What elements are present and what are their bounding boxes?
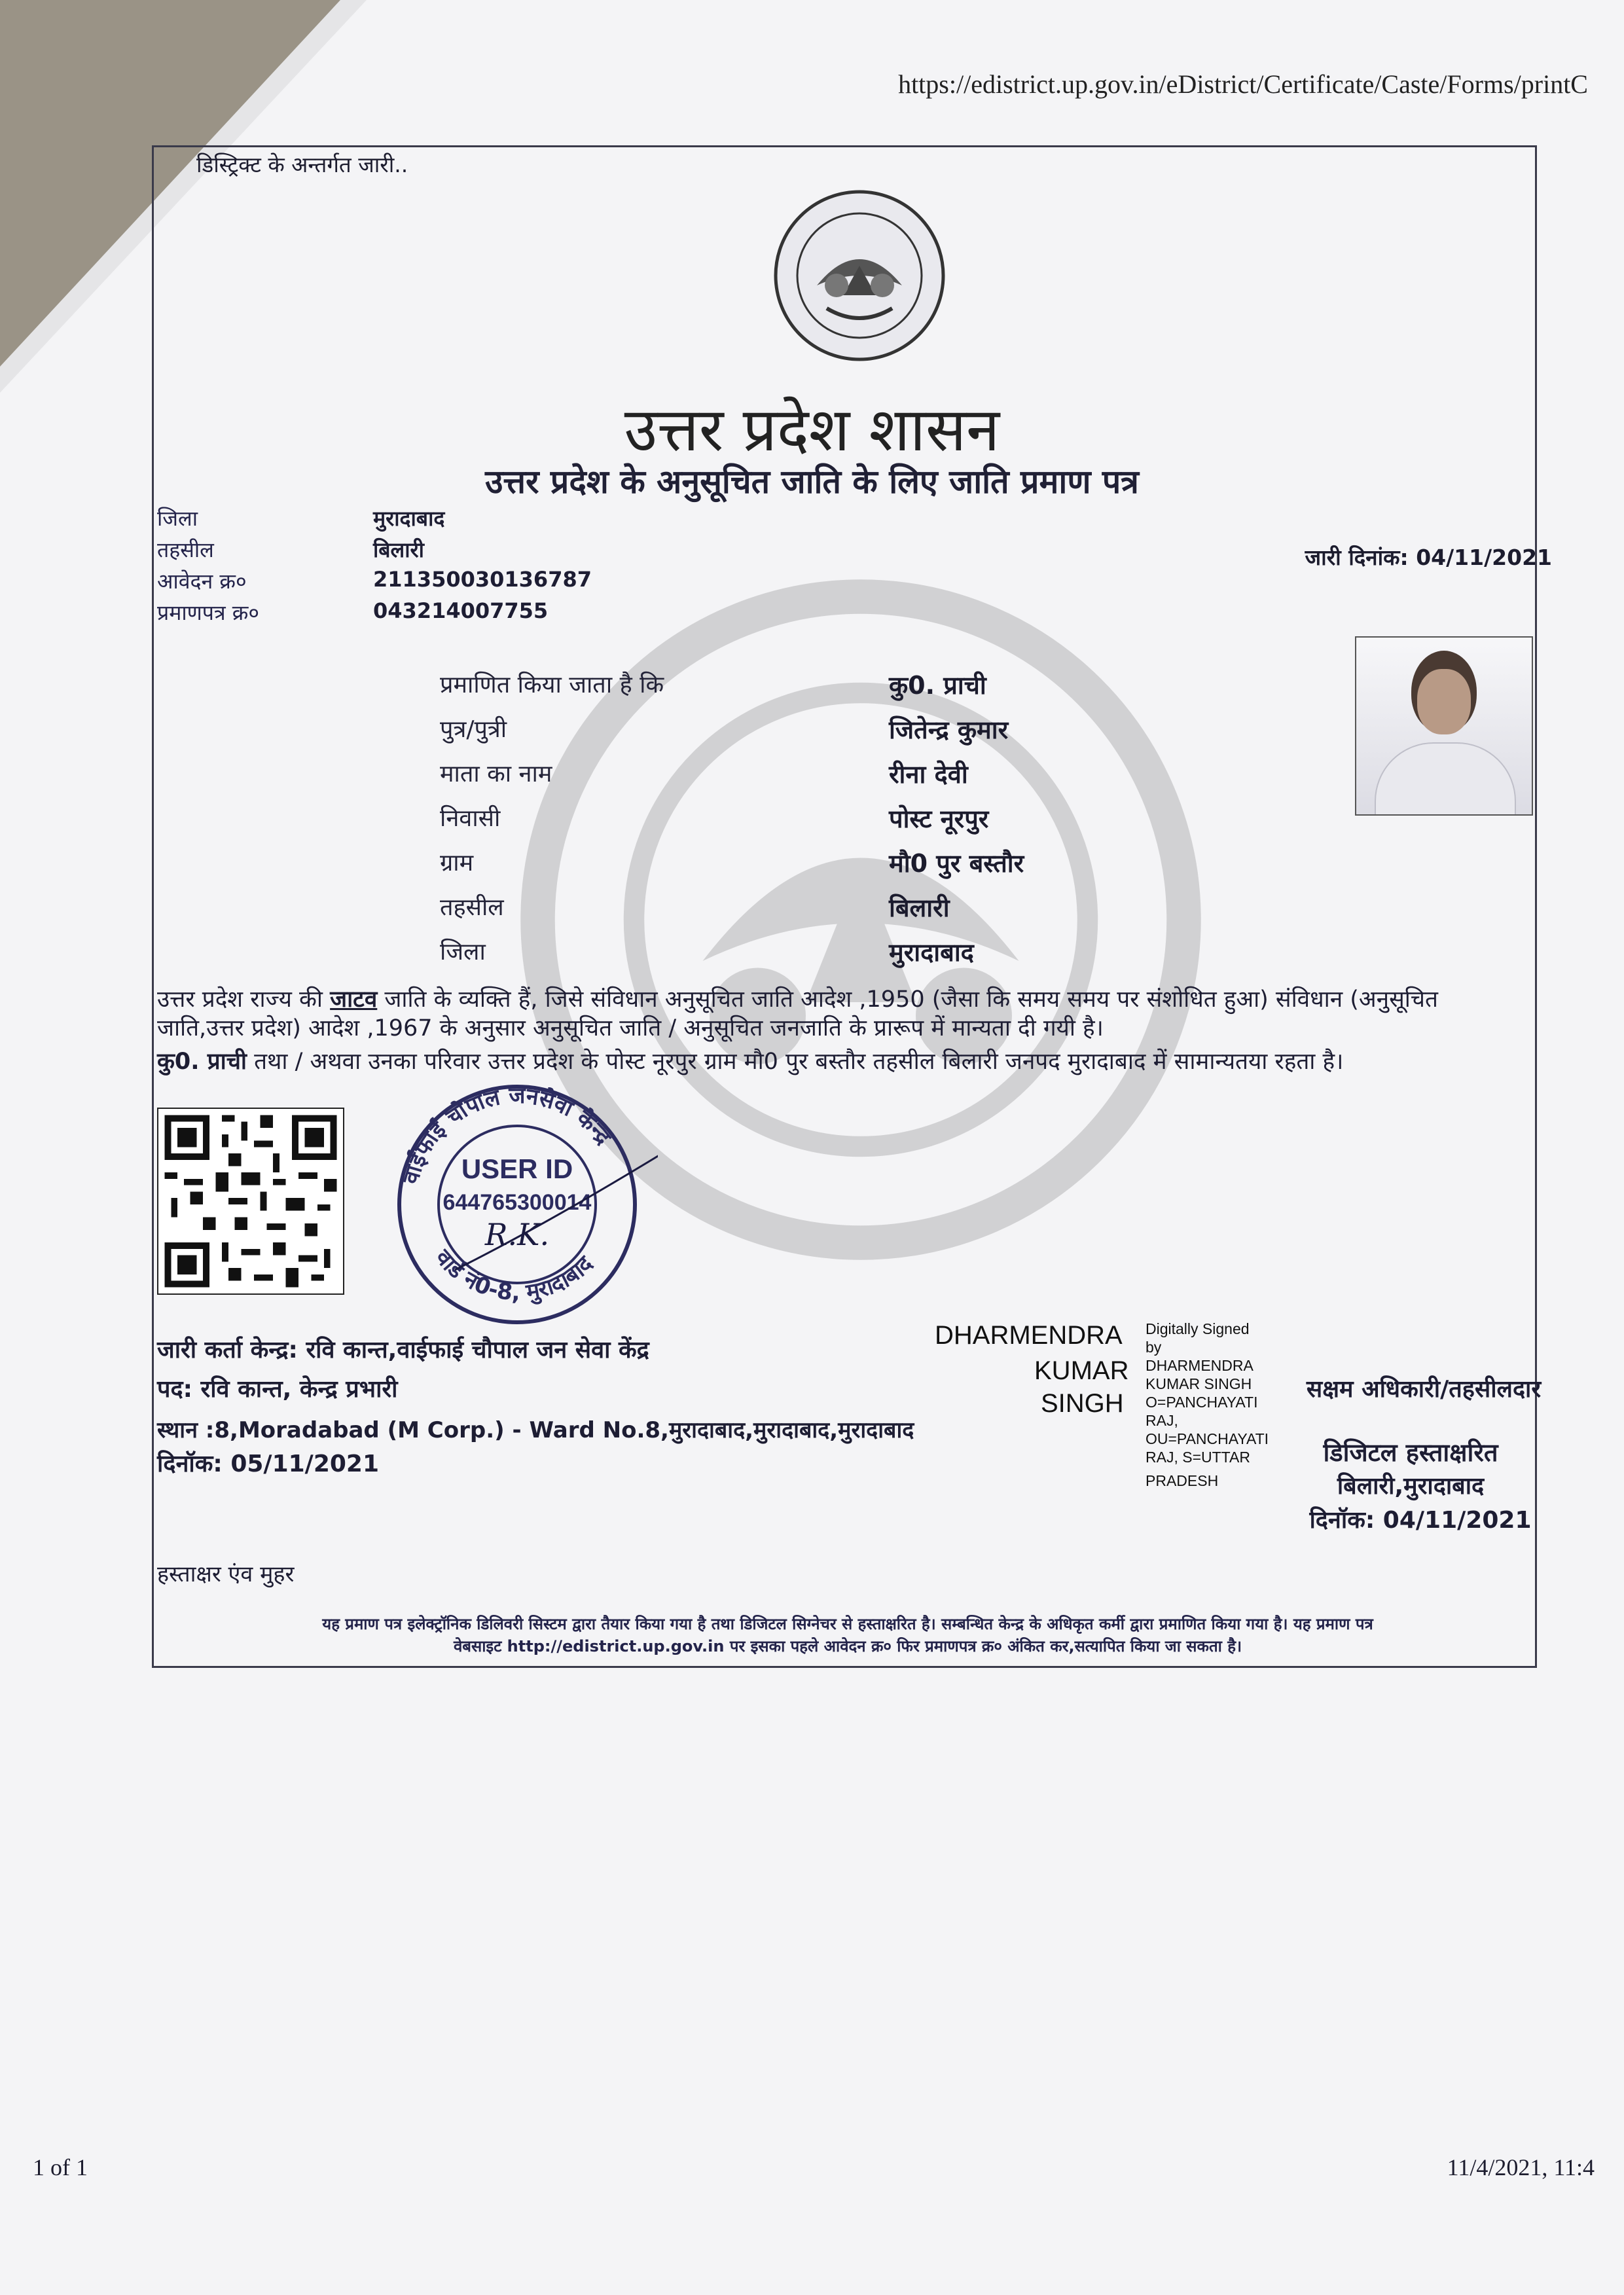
stamp-ring-top: वाईफाई चौपाल जनसेवा केन्द्र xyxy=(397,1083,617,1187)
field-value-mother: रीना देवी xyxy=(889,760,968,789)
signer-name-line-1: DHARMENDRA xyxy=(935,1321,1123,1350)
district-label: जिला xyxy=(157,506,198,531)
print-url: https://edistrict.up.gov.in/eDistrict/Certificate/Caste/Forms/printC xyxy=(898,69,1588,99)
signature-seal-label: हस्ताक्षर एंव मुहर xyxy=(157,1561,295,1587)
field-label-district: जिला xyxy=(440,939,486,966)
officer-office: बिलारी,मुरादाबाद xyxy=(1337,1473,1485,1500)
digitally-signed-label: डिजिटल हस्ताक्षरित xyxy=(1323,1438,1498,1467)
holder-name: कु0. प्राची xyxy=(157,1049,247,1075)
field-value-name: कु0. प्राची xyxy=(889,671,986,700)
field-label-tehsil: तहसील xyxy=(440,894,504,921)
field-label-child-of: पुत्र/पुत्री xyxy=(440,716,507,743)
certificate-no-value: 043214007755 xyxy=(373,598,549,623)
applicant-photo xyxy=(1355,636,1533,816)
officer-title: सक्षम अधिकारी/तहसीलदार xyxy=(1306,1376,1542,1403)
certificate-no-label: प्रमाणपत्र क्र० xyxy=(157,600,259,625)
application-no-label: आवेदन क्र० xyxy=(157,569,247,594)
stamp-user-id-label: USER ID xyxy=(461,1153,573,1184)
signer-name-line-2: KUMAR xyxy=(1034,1356,1129,1385)
officer-date: दिनॉक: 04/11/2021 xyxy=(1309,1507,1532,1534)
stamp-user-id-value: 644765300014 xyxy=(442,1190,592,1215)
issue-date xyxy=(1305,542,1552,571)
government-title: उत्तर प्रदेश शासन xyxy=(624,395,1000,465)
verification-note: यह प्रमाण पत्र इलेक्ट्रॉनिक डिलिवरी सिस्टम द्वारा तैयार किया गया है तथा डिजिटल सिग्नेचर से हस्ताक्षरित है। सम्बन्धित केन्द्र के अधिकृत कर्मी द्वारा प्रमाणित किया गया है। यह प्रमाण पत्र वेबसाइट http://edistrict.up.gov.in पर इसका पहले आवेदन क्र० फिर प्रमाणपत्र क्र० अंकित कर,सत्यापित किया जा सकता है। xyxy=(322,1615,1373,1655)
issued-under-text: डिस्ट्रिक्ट के अन्तर्गत जारी.. xyxy=(196,152,408,177)
district-value: मुरादाबाद xyxy=(373,506,445,531)
issuer-post: पद: रवि कान्त, केन्द्र प्रभारी xyxy=(157,1376,398,1403)
tehsil-label: तहसील xyxy=(157,537,214,562)
signer-name-line-3: SINGH xyxy=(1041,1389,1124,1418)
tehsil-value: बिलारी xyxy=(373,537,424,562)
field-value-village: मौ0 पुर बस्तौर xyxy=(889,849,1024,878)
field-label-certified: प्रमाणित किया जाता है कि xyxy=(440,672,664,698)
field-value-parent: जितेन्द्र कुमार xyxy=(889,715,1009,744)
print-datetime: 11/4/2021, 11:4 xyxy=(1447,2154,1595,2180)
certificate-title: उत्तर प्रदेश के अनुसूचित जाति के लिए जाति प्रमाण पत्र xyxy=(485,463,1139,501)
field-value-district: मुरादाबाद xyxy=(889,938,974,967)
field-value-tehsil: बिलारी xyxy=(889,894,950,922)
application-no-value: 211350030136787 xyxy=(373,567,592,592)
body-line-1: उत्तर प्रदेश राज्य की जाटव जाति के व्यक्ति हैं, जिसे संविधान अनुसूचित जाति आदेश ,1950 (जैसा कि समय समय पर संशोधित हुआ) संविधान (अनुसूचित xyxy=(157,986,1438,1013)
up-government-emblem-icon xyxy=(771,187,948,364)
field-label-resident: निवासी xyxy=(440,805,501,832)
body-line-3: कु0. प्राची तथा / अथवा उनका परिवार उत्तर प्रदेश के पोस्ट नूरपुर ग्राम मौ0 पुर बस्तौर तहसील बिलारी जनपद मुरादाबाद में सामान्यतया रहता है। xyxy=(157,1049,1344,1075)
field-label-village: ग्राम xyxy=(440,850,474,876)
svg-text:वार्ड नं0-8, मुरादाबाद xyxy=(429,1244,598,1307)
qr-code xyxy=(157,1108,344,1295)
issue-date-label: जारी दिनांक: xyxy=(1305,545,1409,570)
issuing-center: जारी कर्ता केन्द्र: रवि कान्त,वाईफाई चौपाल जन सेवा केंद्र xyxy=(157,1337,649,1364)
issue-date-value: 04/11/2021 xyxy=(1416,545,1552,570)
stamp-ring-bottom: वार्ड नं0-8, मुरादाबाद xyxy=(429,1244,598,1307)
caste-name: जाटव xyxy=(330,986,378,1013)
issue-place: स्थान :8,Moradabad (M Corp.) - Ward No.8,मुरादाबाद,मुरादाबाद,मुरादाबाद xyxy=(157,1417,914,1443)
stamp-initials: R.K. xyxy=(484,1217,550,1252)
field-value-resident: पोस्ट नूरपुर xyxy=(889,804,989,833)
page-counter: 1 of 1 xyxy=(33,2154,88,2180)
digital-signature-details: Digitally Signed by DHARMENDRA KUMAR SINGH O=PANCHAYATI RAJ, OU=PANCHAYATI RAJ, S=UTTAR PRADESH xyxy=(1146,1320,1269,1489)
field-label-mother: माता का नाम xyxy=(440,761,552,787)
body-line-2: जाति,उत्तर प्रदेश) आदेश ,1967 के अनुसार अनुसूचित जाति / अनुसूचित जनजाति के प्रारूप में मान्यता दी गयी है। xyxy=(157,1015,1104,1041)
issuer-date: दिनॉक: 05/11/2021 xyxy=(157,1451,380,1477)
center-rubber-stamp xyxy=(376,1074,658,1335)
